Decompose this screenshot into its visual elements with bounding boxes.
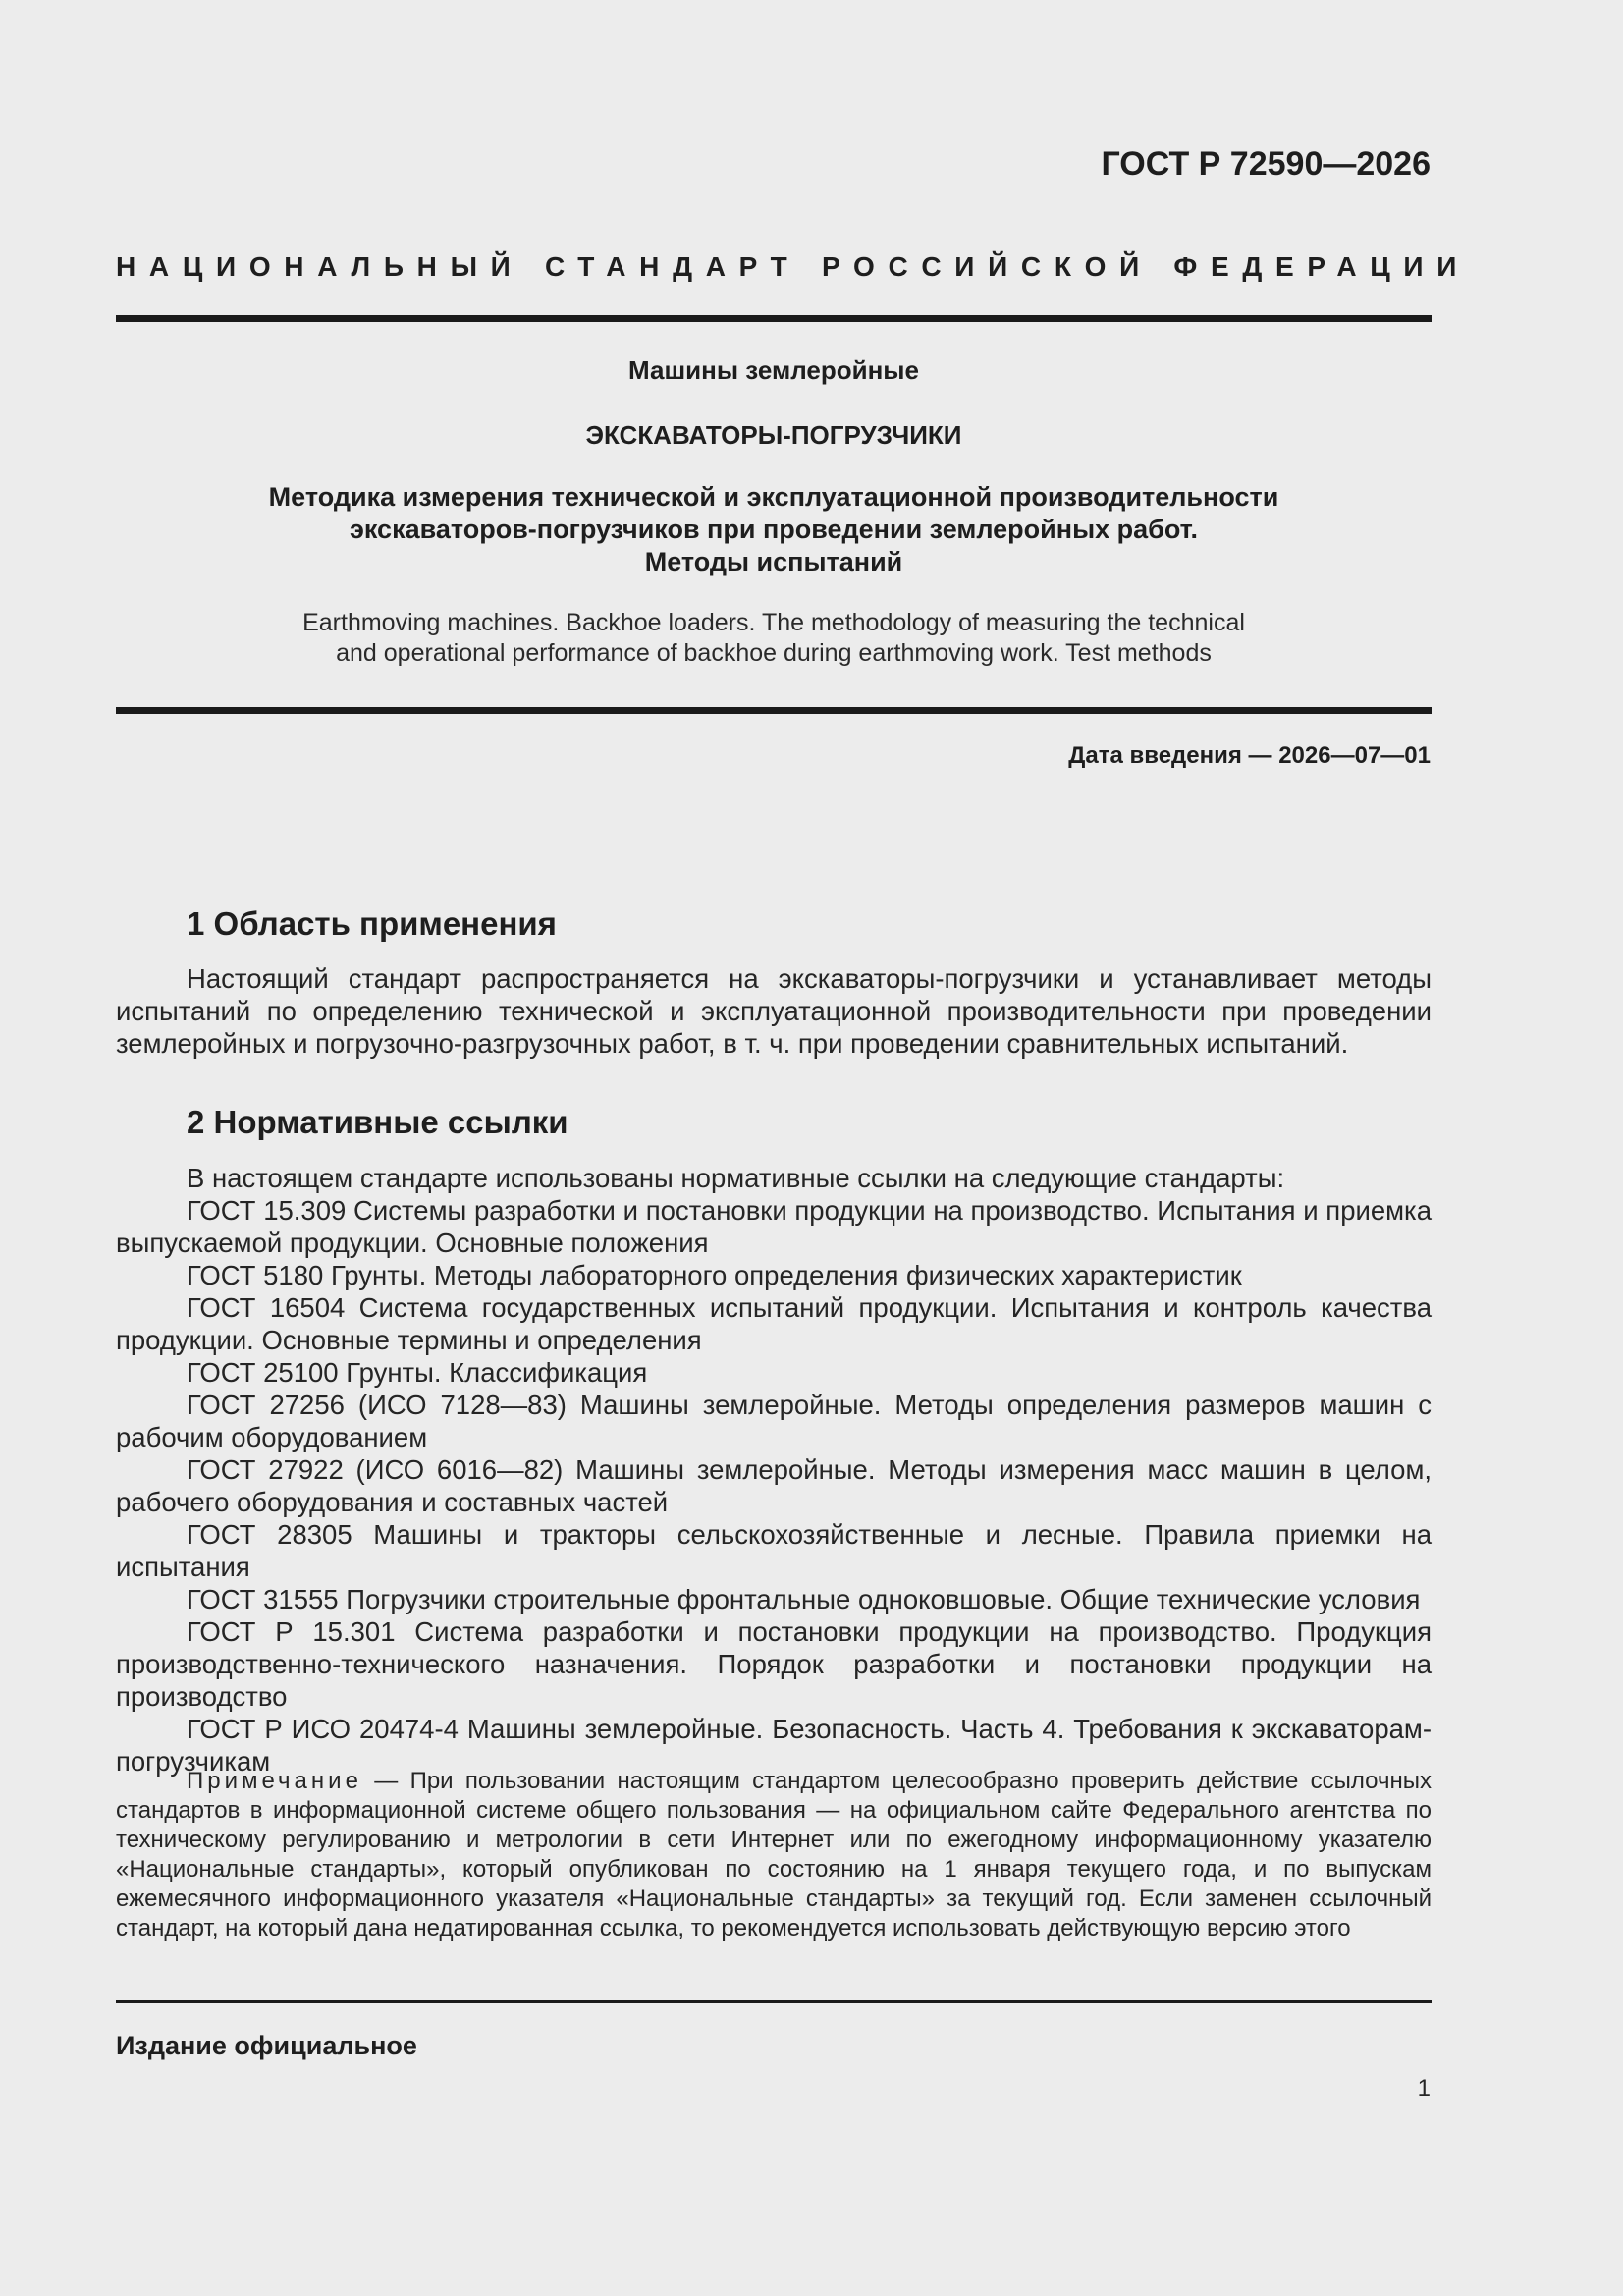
reference-item: ГОСТ Р 15.301 Система разработки и постановки продукции на производство. Продукция производственно-технического назначения. Порядок разработки и постановки продукции на производство <box>116 1616 1432 1712</box>
footer-rule <box>116 2000 1432 2003</box>
section-1-paragraph: Настоящий стандарт распространяется на экскаваторы-погрузчики и устанавливает методы испытаний по определению технической и эксплуатационной производительности при проведении землеройных и погрузочно-разгрузочных работ, в т. ч. при проведении сравнительных испытаний. <box>116 963 1432 1059</box>
english-title-line-2: and operational performance of backhoe during earthmoving work. Test methods <box>336 639 1212 667</box>
date-of-introduction: Дата введения — 2026—07—01 <box>1068 742 1431 769</box>
page-number: 1 <box>1417 2075 1431 2102</box>
reference-item: ГОСТ 28305 Машины и тракторы сельскохозяйственные и лесные. Правила приемки на испытания <box>116 1519 1432 1582</box>
reference-item: ГОСТ 15.309 Системы разработки и постановки продукции на производство. Испытания и приемка выпускаемой продукции. Основные положения <box>116 1195 1432 1258</box>
reference-item: ГОСТ 5180 Грунты. Методы лабораторного определения физических характеристик <box>187 1260 1242 1290</box>
title-rule <box>116 707 1432 714</box>
reference-item: ГОСТ Р ИСО 20474-4 Машины землеройные. Безопасность. Часть 4. Требования к экскаваторам-погрузчикам <box>116 1714 1432 1777</box>
note-paragraph <box>116 1767 1432 1943</box>
reference-item: ГОСТ 27922 (ИСО 6016—82) Машины землеройные. Методы измерения масс машин в целом, рабочего оборудования и составных частей <box>116 1454 1432 1517</box>
note-text: — При пользовании настоящим стандартом целесообразно проверить действие ссылочных стандартов в информационной системе общего пользования — на официальном сайте Федерального агентства по техническому регулированию и метрологии в сети Интернет или по ежегодному информационному указателю «Национальные стандарты», который опубликован по состоянию на 1 января текущего года, и по выпускам ежемесячного информационного указателя «Национальные стандарты» за текущий год. Если заменен ссылочный стандарт, на который дана недатированная ссылка, то рекомендуется использовать действующую версию этого <box>116 1768 1432 1941</box>
reference-item: ГОСТ 31555 Погрузчики строительные фронтальные одноковшовые. Общие технические условия <box>187 1584 1421 1614</box>
reference-item: ГОСТ 25100 Грунты. Классификация <box>187 1357 648 1388</box>
section-2-heading: 2 Нормативные ссылки <box>187 1104 568 1140</box>
section-2-body <box>116 1162 1432 1777</box>
reference-item: ГОСТ 16504 Система государственных испытаний продукции. Испытания и контроль качества продукции. Основные термины и определения <box>116 1292 1432 1355</box>
section-1-body <box>116 962 1432 1060</box>
note-block <box>116 1767 1432 1943</box>
references-intro: В настоящем стандарте использованы нормативные ссылки на следующие стандарты: <box>187 1163 1285 1193</box>
title-line-1: Машины землеройные <box>628 355 919 385</box>
english-title-line-1: Earthmoving machines. Backhoe loaders. The methodology of measuring the technical <box>302 609 1245 636</box>
reference-item: ГОСТ 27256 (ИСО 7128—83) Машины землеройные. Методы определения размеров машин с рабочим оборудованием <box>116 1390 1432 1452</box>
section-1-heading: 1 Область применения <box>187 905 557 942</box>
title-line-3: Методика измерения технической и эксплуатационной производительности <box>268 482 1279 512</box>
title-line-5: Методы испытаний <box>644 547 903 576</box>
note-label: Примечание <box>187 1768 362 1794</box>
document-code: ГОСТ Р 72590—2026 <box>1101 145 1431 183</box>
national-standard-title: НАЦИОНАЛЬНЫЙ СТАНДАРТ РОССИЙСКОЙ ФЕДЕРАЦИИ <box>116 251 1471 282</box>
official-edition-label: Издание официальное <box>116 2031 417 2060</box>
title-line-4: экскаваторов-погрузчиков при проведении землеройных работ. <box>349 515 1198 544</box>
title-line-2: ЭКСКАВАТОРЫ-ПОГРУЗЧИКИ <box>585 420 962 450</box>
header-rule <box>116 315 1432 322</box>
